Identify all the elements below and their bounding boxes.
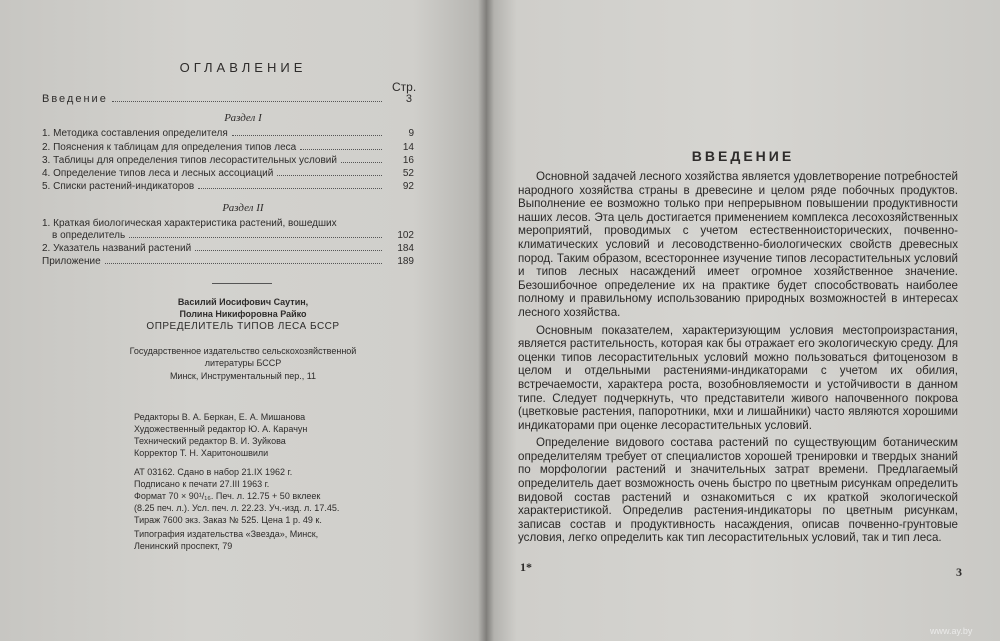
toc-entry: 2. Указатель названий растений 184	[42, 243, 414, 254]
toc-dot-leader	[300, 149, 382, 150]
toc-dot-leader	[341, 162, 382, 163]
credit-line: Редакторы В. А. Беркан, Е. А. Мишанова	[134, 412, 306, 422]
toc-title: ОГЛАВЛЕНИЕ	[179, 60, 307, 75]
printer-line: Ленинский проспект, 79	[134, 541, 233, 551]
toc-entry: 4. Определение типов леса и лесных ассоциаций 52	[42, 168, 414, 179]
toc-dot-leader	[277, 175, 382, 176]
print-info-line: Формат 70 × 90¹/₁₆. Печ. л. 12.75 + 50 вклеек	[134, 491, 321, 501]
toc-dot-leader	[112, 101, 382, 102]
printer-line: Типография издательства «Звезда», Минск,	[134, 529, 319, 539]
publisher-address: Минск, Инструментальный пер., 11	[169, 371, 317, 381]
toc-entry: 2. Пояснения к таблицам для определения типов леса 14	[42, 142, 414, 153]
toc-dot-leader	[232, 135, 382, 136]
publisher-line: Государственное издательство сельскохозяйственной	[129, 346, 357, 356]
intro-body	[518, 170, 958, 549]
toc-dot-leader	[105, 263, 382, 264]
toc-entry-page: 3	[405, 93, 414, 105]
paragraph: Основной задачей лесного хозяйства является удовлетворение потребностей народного хозяйства страны в древесине и целом ряде побочных продуктов. Выполнение ее возможно только при непрерывном повышении продуктивности наших лесов. Эта цель достигается применением комплекса лесохозяйственных мероприятий, проводимых с учетом естественноисторических, почвенно-климатических условий и лесоводственно-биологических свойств древесных пород. Таким образом, всестороннее изучение типов лесорастительных условий и типов лесных насаждений имеет огромное хозяйственное значение. Безошибочное определение их на практике будет способствовать наиболее полному и правильному использованию природных возможностей в интересах лесного хозяйства.	[518, 170, 958, 319]
section-heading-2: Раздел II	[222, 202, 264, 214]
credit-line: Корректор Т. Н. Харитоношвили	[134, 448, 269, 458]
paragraph: Основным показателем, характеризующим условия местопроизрастания, является растительность, которая как бы отражает его экологическую среду. Для оценки типов лесорастительных условий можно пользоваться фитоценозом в целом и отдельными растениями-индикаторами с учетом их обилия, встречаемости, характера роста, возобновляемости и устойчивости в данном типе. Следует подчеркнуть, что представители живого напочвенного покрова (цветковые растения, папоротники, мхи и лишайники) часто являются хорошими индикаторами при оценке лесорастительных условий.	[518, 323, 958, 432]
credit-line: Художественный редактор Ю. А. Карачун	[134, 424, 308, 434]
author-line: Василий Иосифович Саутин,	[177, 297, 309, 307]
page-number: 3	[956, 565, 962, 579]
book-title: ОПРЕДЕЛИТЕЛЬ ТИПОВ ЛЕСА БССР	[146, 321, 340, 332]
toc-entry: 1. Методика составления определителя 9	[42, 128, 414, 139]
toc-entry: в определитель 102	[52, 230, 414, 241]
toc-dot-leader	[198, 188, 382, 189]
credit-line: Технический редактор В. И. Зуйкова	[134, 436, 286, 446]
print-info-line: Тираж 7600 экз. Заказ № 525. Цена 1 р. 49 к.	[134, 515, 322, 525]
print-info-line: (8.25 печ. л.). Усл. печ. л. 22.23. Уч.-изд. л. 17.45.	[134, 503, 340, 513]
intro-title: ВВЕДЕНИЕ	[691, 148, 795, 164]
divider	[212, 283, 272, 284]
author-line: Полина Никифоровна Райко	[179, 309, 307, 319]
toc-entry: 1. Краткая биологическая характеристика растений, вошедших	[42, 218, 337, 229]
paragraph: Определение видового состава растений по существующим ботаническим определителям требует от специалистов хорошей тренировки и твердых знаний по морфологии растений и значительных затрат времени. Предлагаемый определитель дает возможность очень быстро по цветным рисункам определить видовой состав растений и ознакомиться с их краткой экологической характеристикой. Определив растения-индикаторы по цветным рисункам, записав состав и продуктивность насаждения, описав почвенно-грунтовые условия, легко определить как тип лесорастительных условий, так и тип леса.	[518, 436, 958, 545]
print-info-line: АТ 03162. Сдано в набор 21.IX 1962 г.	[134, 467, 293, 477]
toc-dot-leader	[129, 237, 382, 238]
toc-entry: Приложение 189	[42, 256, 414, 267]
watermark: www.ay.by	[930, 626, 973, 636]
book-spine	[478, 0, 494, 641]
left-page	[0, 0, 486, 641]
print-info-line: Подписано к печати 27.III 1963 г.	[134, 479, 270, 489]
toc-entry: 3. Таблицы для определения типов лесорастительных условий 16	[42, 155, 414, 166]
toc-entry-title: Введение	[42, 93, 108, 105]
toc-entry: 5. Списки растений-индикаторов 92	[42, 181, 414, 192]
section-heading-1: Раздел I	[224, 112, 262, 124]
publisher-line: литературы БССР	[204, 358, 282, 368]
toc-entry-intro	[42, 93, 414, 105]
page-column-label: Стр.	[392, 80, 417, 94]
toc-dot-leader	[195, 250, 382, 251]
signature-mark: 1*	[520, 560, 532, 574]
